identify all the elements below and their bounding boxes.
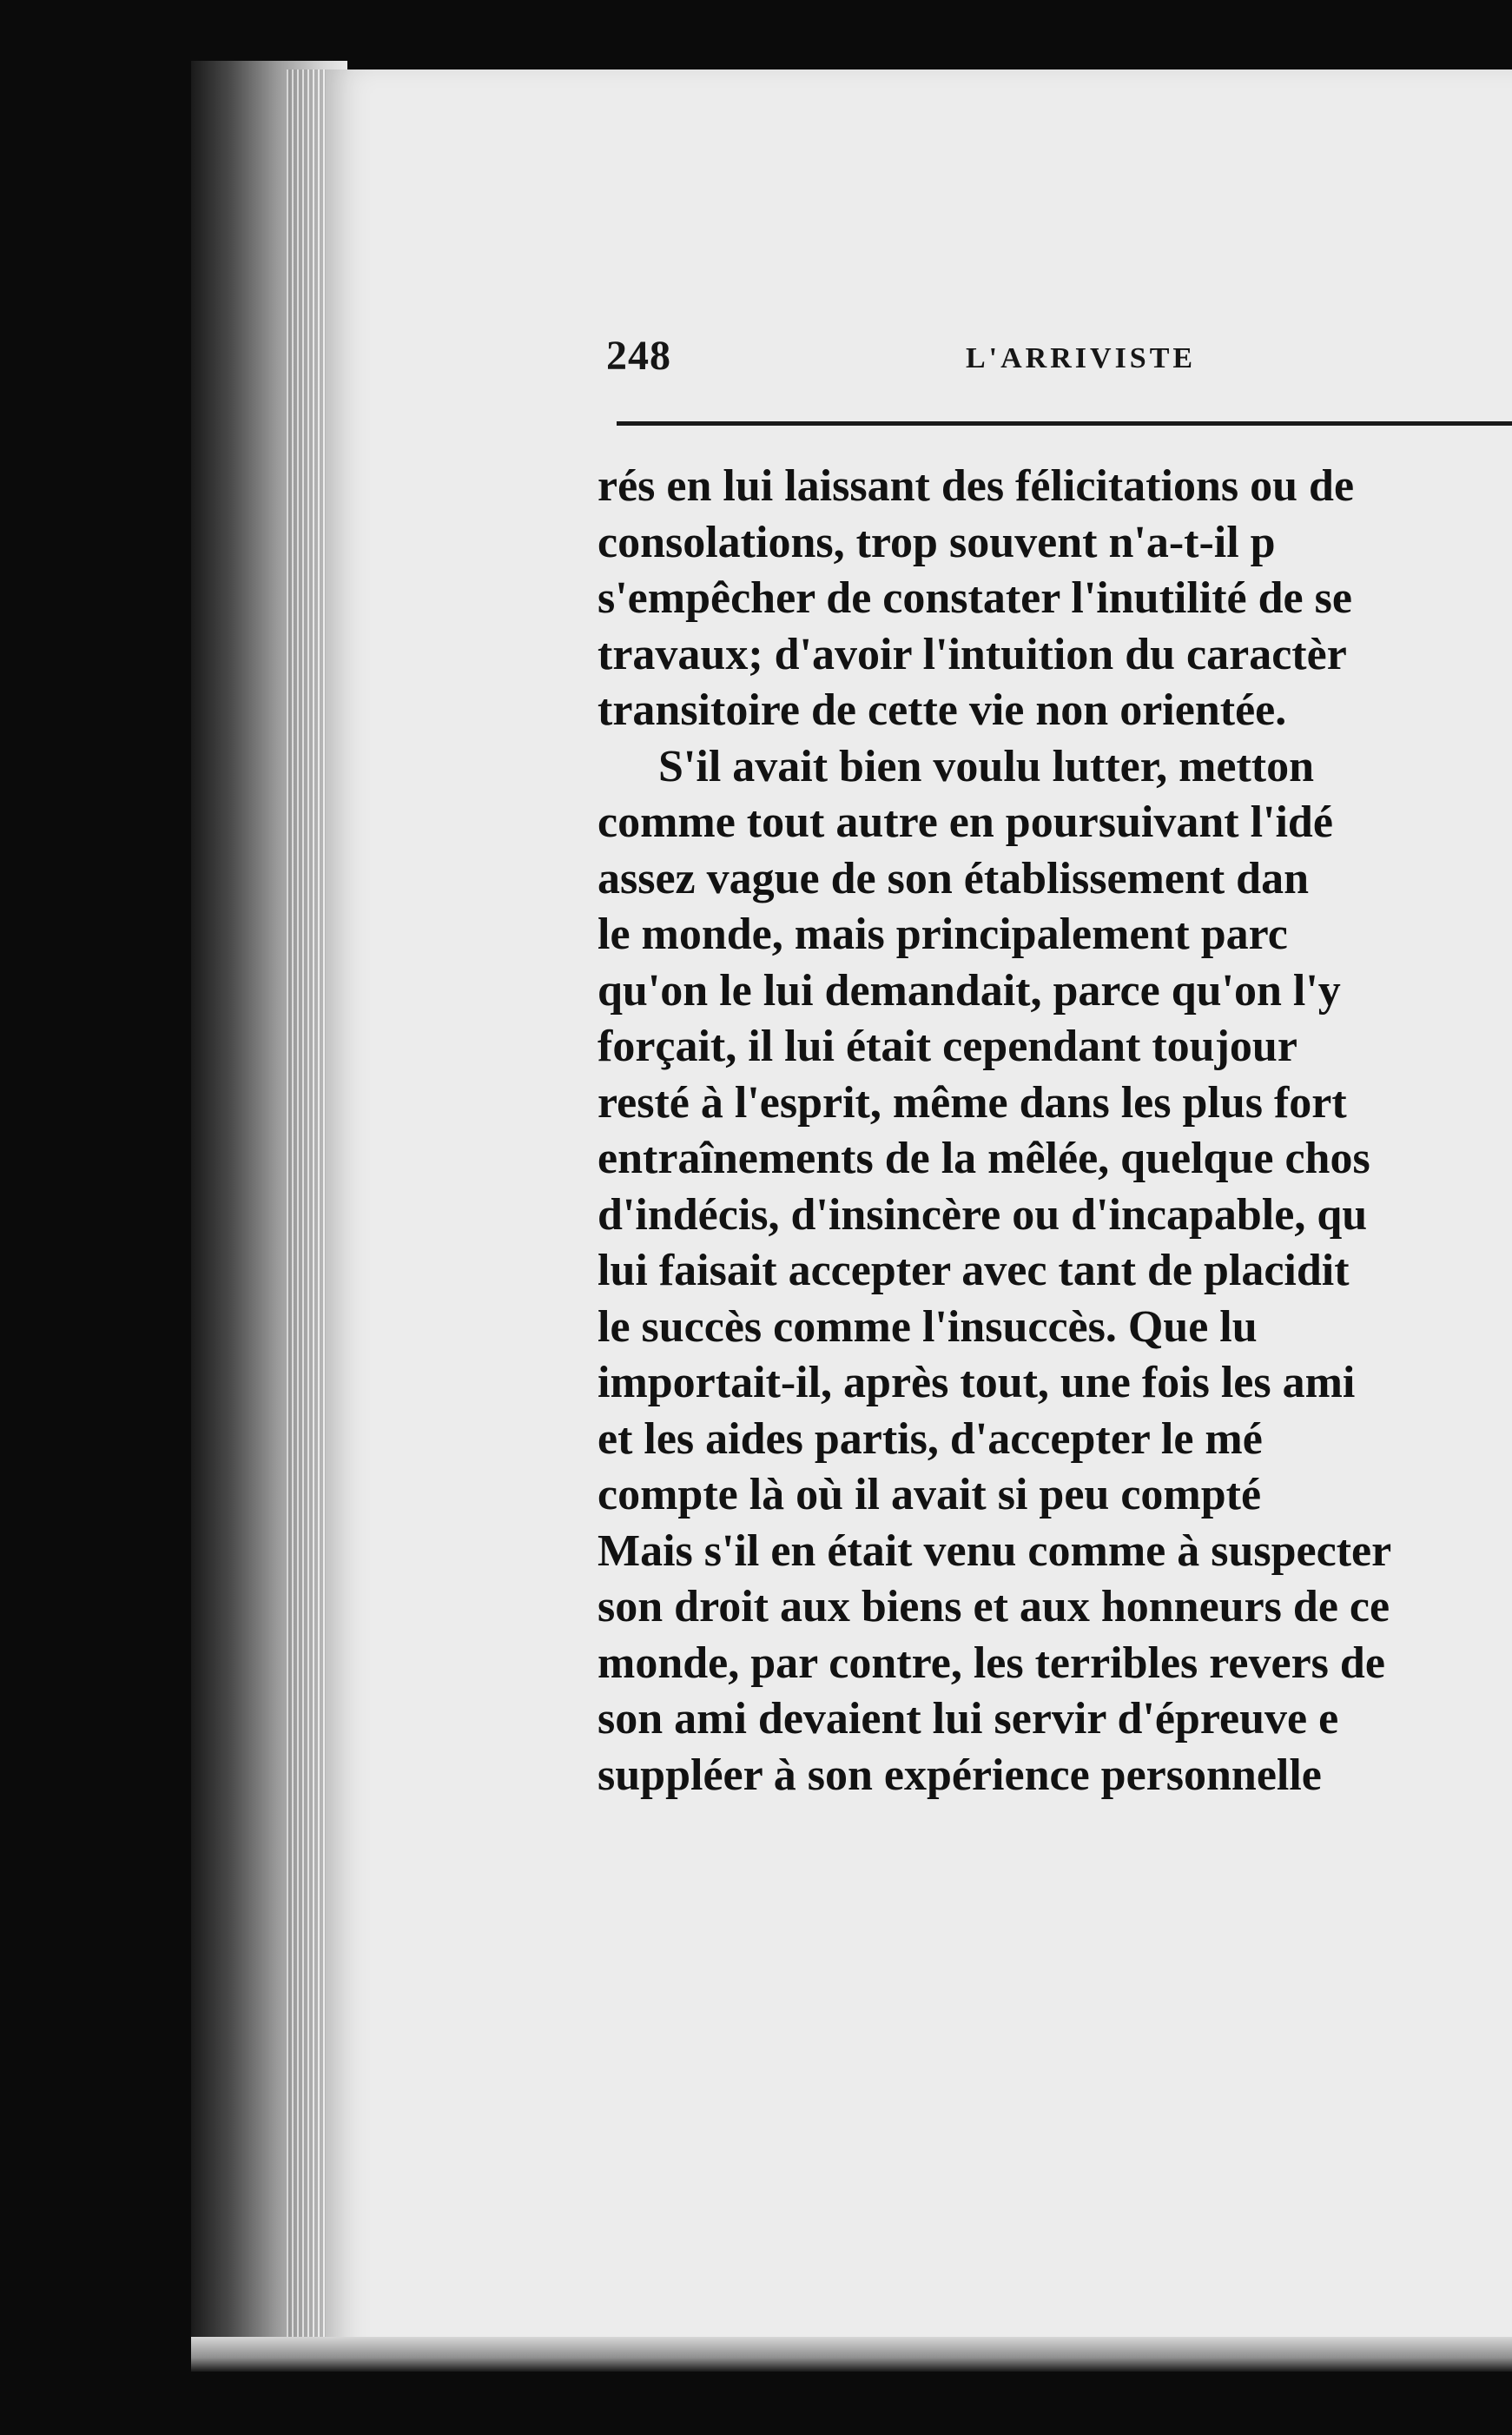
text-line: Mais s'il en était venu comme à suspecter (598, 1525, 1392, 1576)
text-line: importait-il, après tout, une fois les ami (598, 1358, 1356, 1407)
text-line: son ami devaient lui servir d'épreuve e (598, 1694, 1339, 1744)
text-line: assez vague de son établissement dan (598, 853, 1310, 903)
text-line: forçait, il lui était cependant toujour (598, 1022, 1297, 1071)
text-line: S'il avait bien voulu lutter, metton (658, 741, 1315, 791)
text-line: son droit aux biens et aux honneurs de ce (598, 1582, 1390, 1631)
text-line: rés en lui laissant des félicitations ou de (598, 461, 1355, 511)
text-line: s'empêcher de constater l'inutilité de se (598, 573, 1352, 623)
header-rule (617, 421, 1512, 426)
text-line: et les aides partis, d'accepter le mé (598, 1413, 1263, 1464)
text-line: lui faisait accepter avec tant de placidit (598, 1246, 1350, 1295)
running-title: L'ARRIVISTE (966, 342, 1197, 374)
text-line: travaux; d'avoir l'intuition du caractèr (598, 629, 1347, 679)
text-line: le monde, mais principalement parc (598, 910, 1288, 959)
text-line: comme tout autre en poursuivant l'idé (598, 797, 1333, 847)
text-line: monde, par contre, les terribles revers de (598, 1638, 1385, 1688)
text-line: consolations, trop souvent n'a-t-il p (598, 517, 1276, 567)
book-bottom-edge (191, 2337, 1512, 2372)
body-text (598, 459, 1512, 1803)
text-line: d'indécis, d'insincère ou d'incapable, qu (598, 1189, 1368, 1240)
text-line: qu'on le lui demandait, parce qu'on l'y (598, 965, 1341, 1016)
page-number: 248 (606, 333, 671, 379)
text-line: resté à l'esprit, même dans les plus fort (598, 1077, 1347, 1128)
text-line: compte là où il avait si peu compté (598, 1470, 1262, 1519)
text-line: le succès comme l'insuccès. Que lu (598, 1301, 1258, 1352)
text-line: entraînements de la mêlée, quelque chos (598, 1134, 1370, 1183)
text-line: transitoire de cette vie non orientée. (598, 685, 1287, 735)
text-line: suppléer à son expérience personnelle (598, 1750, 1322, 1800)
